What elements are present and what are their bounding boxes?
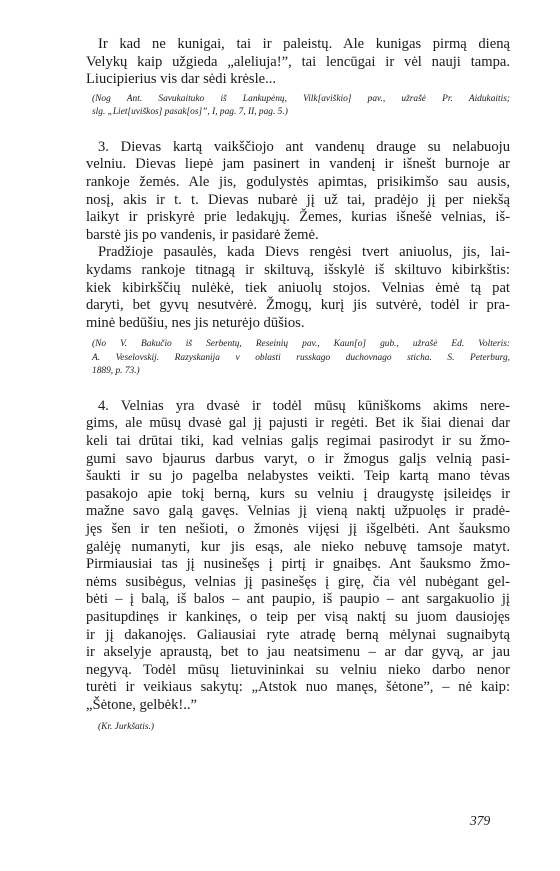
text-line: pasitupdinęs ir kankinęs, o teip per visą naktį su juom dausiojęs [86,608,510,625]
source-citation [86,338,510,379]
text-line: gumi savo bjaurus darbus varyt, o ir žmogus galįs velnią pasi- [86,450,510,467]
text-line: „Šėtone, gelbėk!..” [86,696,198,713]
text-line: šaukti ir su jo pagelba nelabystes veikti. Teip kartą mano tėvas [86,468,510,485]
text-line: laikyt ir priskyrė prie ledakųjų. Žemes, kurias išnešė velnias, iš- [86,209,510,226]
citation-line: (Kr. Jurkšatis.) [98,721,154,732]
text-line: ir jį dakanojęs. Galiausiai ryte atradę berną mėlynai sugnaibytą [86,626,510,643]
citation-line: A. Veselovskij. Razyskanija v oblasti russkago duchovnago sticha. S. Peterburg, [92,352,510,363]
story-2-fragment [86,36,510,89]
text-line: bėti – į balą, iš balos – ant paupio, iš paupio – ant sargakuolio jį [86,591,510,608]
text-line: gims, ale mūsų dvasė gal jį pajusti ir regėti. Bet ik šiai dienai dar [86,415,510,432]
text-line: rankoje žemės. Ale jis, godulystės apimtas, prisikimšo sau ausis, [86,173,510,190]
text-line: 3. Dievas kartą vaikščiojo ant vandenų drauge su nelabuoju [98,138,510,155]
text-line: negyvą. Todėl mūsų lietuvininkai su velniu nieko darbo nenor [86,661,510,678]
text-line: kydams rankoje titnagą ir skiltuvą, išskylė iš skiltuvo kibirkštis: [86,261,510,278]
text-line: Liucipierius vis dar sėdi krėsle... [86,71,277,88]
text-line: keli tai drūtai tiki, kad velnias galįs regimai pasirodyt ir su žmo- [86,433,510,449]
text-line: pasakojo apie tokį berną, kurs su velniu į draugystę įsileidęs ir [86,485,510,502]
citation-line: (No V. Bakučio iš Serbentų, Reseinių pav., Kaun[o] gub., užrašė Ed. Volteris: [92,339,510,350]
source-citation [86,93,510,120]
text-line: Pradžioje pasaulės, kada Dievs rengėsi tvert aniuolus, jis, lai- [98,244,510,261]
citation-line: (Nog Ant. Savukaituko iš Lankupėnų, Vilk[aviškio] pav., užrašė Pr. Aidukaitis; [92,93,510,104]
text-line: barstė jis po vandenis, ir pasidarė žemė. [86,226,319,243]
story-3-paragraph-1 [86,139,510,245]
story-4-paragraph [86,398,510,715]
text-line: kiek kibirkščių nulėkė, tiek aniuolų stojos. Velnias ėmė tą pat [86,279,510,296]
text-line: Velykų kaip užgieda „aleliuja!”, tai lencūgai ir vėl nauji tampa. [86,53,510,70]
text-line: nėms susibėgus, velnias jį pasinešęs į girę, čia vėl nubėgant gel- [86,573,510,590]
citation-line: slg. „Liet[uviškos] pasak[os]”, I, pag. 7, II, pag. 5.) [92,107,288,118]
text-line: Ir kad ne kunigai, tai ir paleistų. Ale kunigas pirmą dieną [98,36,510,52]
page-number: 379 [470,813,491,828]
citation-line: 1889, p. 73.) [92,366,140,377]
book-page [86,36,510,734]
text-line: Pirmiausiai tas jį nusinešęs į pirtį ir gnaibęs. Ant šauksmo žmo- [86,556,510,573]
text-line: mažne savo galą gavęs. Velnias jį vieną naktį užpuolęs ir pradė- [86,503,510,520]
text-line: turėti ir veikiaus sakytų: „Atstok nuo manęs, šėtone”, – nė kaip: [86,679,510,696]
source-citation [86,721,510,735]
text-line: jęs šen ir ten nešioti, o žmonės vijęsi jį išgelbėti. Ant šauksmo [86,520,510,537]
story-3-paragraph-2 [86,244,510,332]
text-line: nosį, akis ir t. t. Dievas nubarė jį už tai, pradėjo jį per niekšą [86,191,510,208]
text-line: daryti, bet gyvų nesutvėrė. Žmogų, kurį jis sutvėrė, todėl ir pra- [86,297,510,314]
text-line: minė bedūšiu, nes jis neturėjo dūšios. [86,314,305,331]
text-line: 4. Velnias yra dvasė ir todėl mūsų kūniškoms akims nere- [98,397,510,414]
text-line: velniu. Dievas liepė jam pasinert in vandenį ir išnešt burnoje ar [86,156,510,173]
text-line: ir akselyje apraustą, bet to jau neatsimenu – ar dar gyvą, ar jau [86,644,510,661]
text-line: galėję numanyti, kur jis esąs, ale nieko nebuvę tamsoje matyt. [86,538,510,555]
